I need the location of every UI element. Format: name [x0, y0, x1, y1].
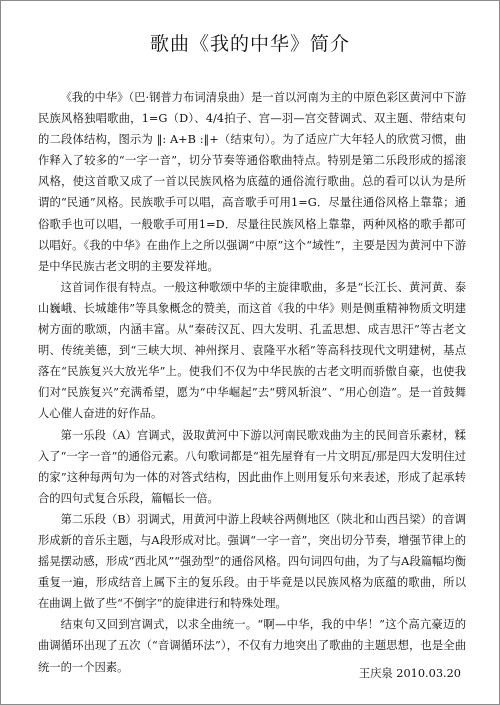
- document-body: [38, 87, 466, 678]
- paragraph-intro: 《我的中华》（巴·钢普力布词清泉曲）是一首以河南为主的中原色彩区黄河中下游民族风格独唱歌曲，1=G（D）、4/4拍子、宫—羽—宫交替调式、双主题、带结束句的二段体结构，图示为 ‖: A+B :‖+（结束句）。为了适应广大年轻人的欣赏习惯，曲作释入了较多的“一字一音”，切分节奏等通俗歌曲特点。特别是第二乐段形成的摇滚风格，使这首歌又成了一首以民族风格为底蕴的通俗流行歌曲。总的看可以认为是所谓的“民通”风格。民族歌手可以唱，高音歌手可用1=G．尽量往通俗风格上靠靠；通俗歌手也可以唱，一般歌手可用1=D．尽量往民族风格上靠靠，两种风格的歌手都可以唱好。《我的中华》在曲作上之所以强调“中原”这个“域性”，主要是因为黄河中下游是中华民族古老文明的主要发祥地。: [38, 91, 466, 273]
- paragraph-ending: 结束句又回到宫调式，以求全曲统一。“啊—中华，我的中华！”这个高亢豪迈的曲调循环出现了五次（“音调循环法”），不仅有力地突出了歌曲的主题思想，也是全曲统一的一个因素。: [38, 618, 466, 674]
- author-signature-date: 王庆泉 2010.03.20: [358, 667, 461, 680]
- document-title: 歌曲《我的中华》简介: [149, 33, 350, 55]
- paragraph-lyrics: 这首词作很有特点。一般这种歌颂中华的主旋律歌曲，多是“长江长、黄河黄、泰山巍峨、长城雄伟”等具象概念的赞美，而这首《我的中华》则是侧重精神物质文明建树方面的歌颂，内涵丰富。从“秦砖汉瓦、四大发明、孔孟思想、成吉思汗”等古老文明、传统美德，到“三峡大坝、神州探月、袁隆平水稻”等高科技现代文明建树，基点落在“民族复兴大放光华”上。使我们不仅为中华民族的古老文明而骄傲自豪，也使我们对“民族复兴”充满希望，愿为“中华崛起”去“劈风斩浪”、“用心创造”。是一首鼓舞人心催人奋进的好作品。: [38, 280, 466, 421]
- paragraph-section-a: 第一乐段（A）宫调式，汲取黄河中下游以河南民歌戏曲为主的民间音乐素材，糅入了“一字一音”的通俗元素。八句歌词都是“祖先屋脊有一片文明瓦/那是四大发明住过的家”这种每两句为一体的对答式结构，因此曲作上则用复乐句来表述，形成了起承转合的四句式复合乐段，篇幅长一倍。: [38, 428, 466, 505]
- paragraph-section-b: 第二乐段（B）羽调式，用黄河中游上段峡谷两侧地区（陕北和山西吕梁）的音调形成新的音乐主题，与A段形成对比。强调“一字一音”，突出切分节奏，增强节律上的摇晃摆动感，形成“西北风”“强劲型”的通俗风格。四句词四句曲，为了与A段篇幅均衡重复一遍，形成结音上属下主的复乐段。由于毕竟是以民族风格为底蕴的歌曲，所以在曲调上做了些“不倒字”的旋律进行和特殊处理。: [38, 512, 466, 611]
